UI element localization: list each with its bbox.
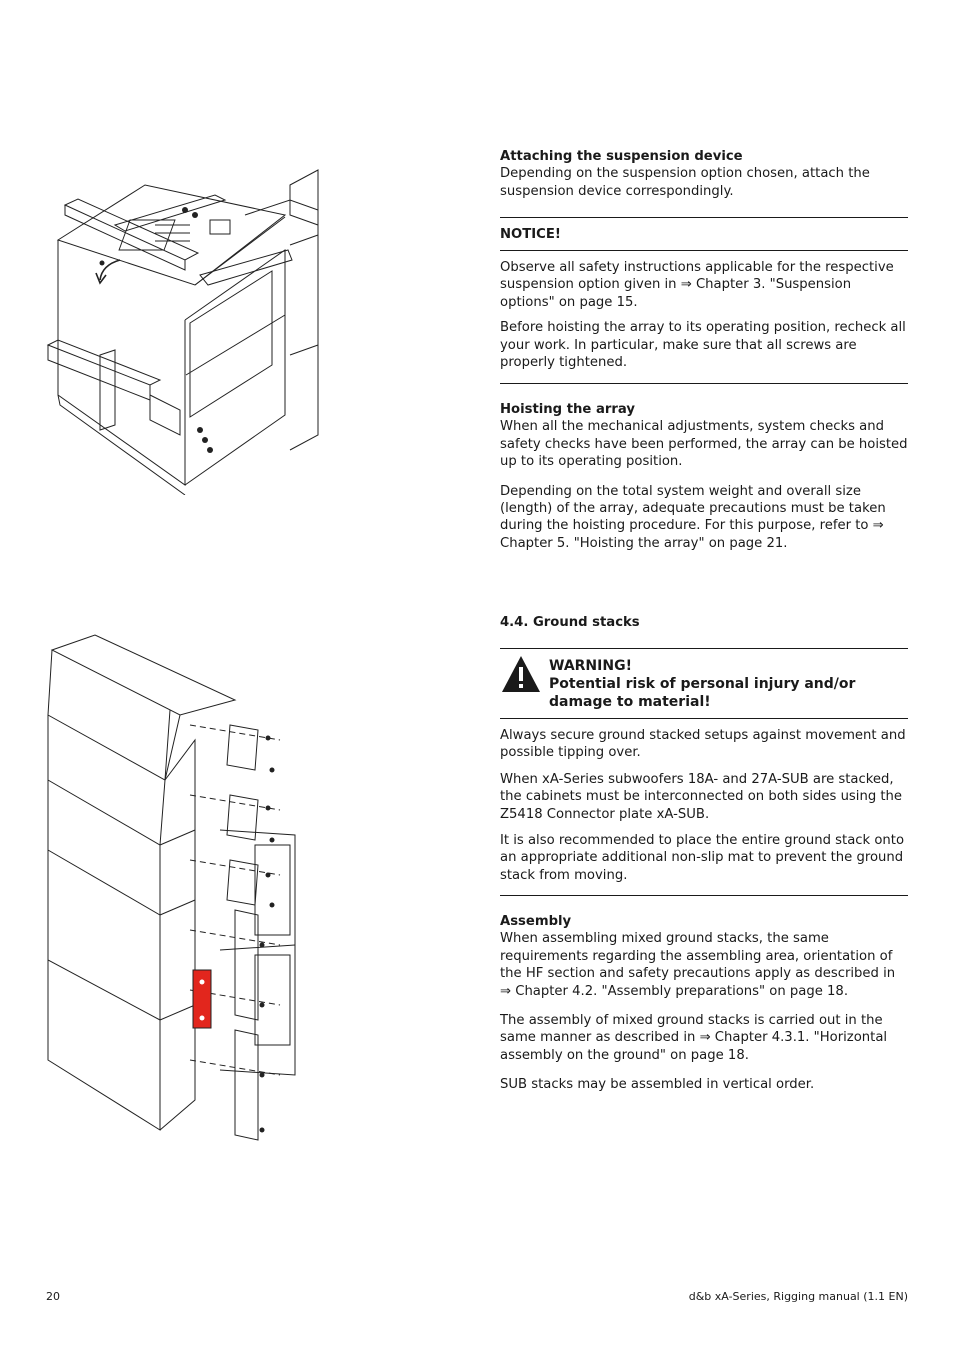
warning-paragraph-1: Always secure ground stacked setups against movement and possible tipping over.: [500, 728, 906, 761]
assembly-heading: Assembly: [500, 914, 572, 929]
warning-subtitle: Potential risk of personal injury and/or damage to material!: [549, 676, 856, 710]
warning-triangle-icon: [500, 654, 542, 694]
notice-mid-rule: [500, 250, 908, 251]
notice-label: NOTICE!: [500, 227, 561, 242]
assembly-paragraph-3: SUB stacks may be assembled in vertical order.: [500, 1077, 815, 1093]
warning-top-rule: [500, 648, 908, 649]
notice-bottom-rule: [500, 383, 908, 384]
warning-paragraph-3: It is also recommended to place the entire ground stack onto an appropriate additional non-slip mat to prevent the ground stack from moving.: [500, 833, 905, 883]
ground-stacks-heading: 4.4. Ground stacks: [500, 615, 640, 630]
notice-paragraph-1: Observe all safety instructions applicable for the respective suspension option given in ⇒ Chapter 3. "Suspension options" on page 15.: [500, 260, 894, 310]
notice-body: [500, 259, 908, 371]
suspension-device-illustration: [40, 165, 325, 495]
ground-stack-illustration: [40, 630, 310, 1145]
assembly-paragraph-2: The assembly of mixed ground stacks is carried out in the same manner as described in ⇒ Chapter 4.3.1. "Horizontal assembly on the ground" on page 18.: [500, 1013, 888, 1063]
notice-paragraph-2: Before hoisting the array to its operating position, recheck all your work. In particular, make sure that all screws are properly tightened.: [500, 320, 906, 371]
suspension-text: Depending on the suspension option chosen, attach the suspension device correspondingly.: [500, 166, 870, 199]
warning-paragraph-2: When xA-Series subwoofers 18A- and 27A-SUB are stacked, the cabinets must be interconnected on both sides using the Z5418 Connector plate xA-SUB.: [500, 771, 903, 822]
warning-label: WARNING!: [549, 658, 632, 674]
document-title: d&b xA-Series, Rigging manual (1.1 EN): [688, 1290, 908, 1303]
hoisting-section: [500, 401, 908, 552]
page-number: 20: [46, 1290, 60, 1303]
warning-bottom-rule: [500, 895, 908, 896]
notice-top-rule: [500, 217, 908, 218]
warning-body: [500, 727, 908, 884]
suspension-section: [500, 148, 908, 200]
assembly-paragraph-1: When assembling mixed ground stacks, the same requirements regarding the assembling area, orientation of the HF section and safety precautions apply as described in ⇒ Chapter 4.2. "Assembly preparations" on page 18.: [500, 931, 896, 999]
hoisting-paragraph-1: When all the mechanical adjustments, system checks and safety checks have been performed, the array can be hoisted up to its operating position.: [500, 419, 908, 470]
suspension-heading: Attaching the suspension device: [500, 149, 743, 164]
assembly-section: [500, 913, 908, 1094]
hoisting-paragraph-2: Depending on the total system weight and overall size (length) of the array, adequate precautions must be taken during the hoisting procedure. For this purpose, refer to ⇒ Chapter 5. "Hoisting the array" on page 21.: [500, 483, 886, 551]
hoisting-heading: Hoisting the array: [500, 402, 635, 417]
warning-mid-rule: [500, 718, 908, 719]
